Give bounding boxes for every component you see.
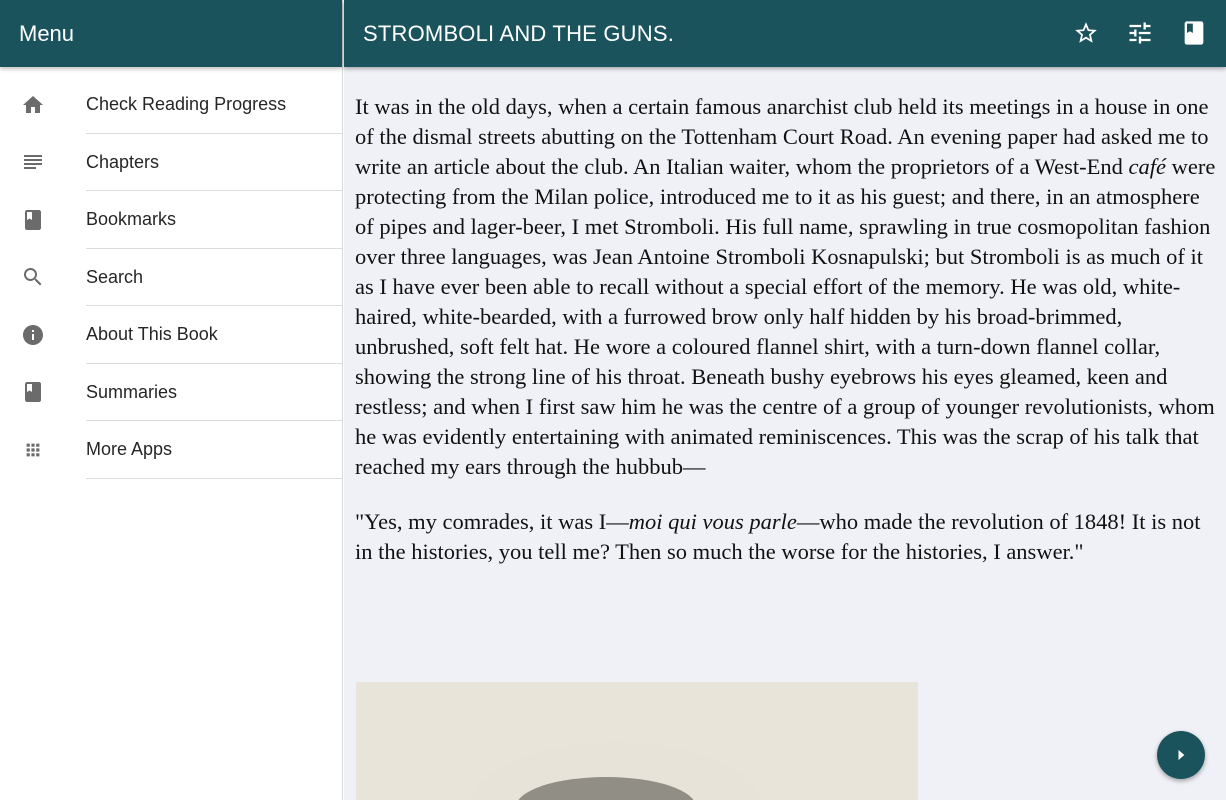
- bookmark-button[interactable]: [1179, 18, 1209, 48]
- text-run: "Yes, my comrades, it was I—: [355, 509, 629, 534]
- paragraph: [355, 507, 1217, 567]
- paragraph: [355, 92, 1217, 482]
- search-icon: [21, 265, 45, 289]
- navigation-drawer: [0, 0, 343, 800]
- menu-item-label: More Apps: [86, 439, 173, 460]
- app-bar: [344, 0, 1226, 67]
- menu-item-about-this-book[interactable]: [0, 306, 342, 364]
- chapter-title: STROMBOLI AND THE GUNS.: [363, 20, 675, 46]
- book-text: [355, 92, 1217, 592]
- emphasis-text: café: [1128, 154, 1166, 179]
- menu-item-label: Bookmarks: [86, 209, 177, 230]
- home-icon: [21, 93, 45, 117]
- menu-item-label: Summaries: [86, 381, 178, 402]
- chevron-right-icon: [1171, 745, 1191, 765]
- menu-item-summaries[interactable]: [0, 364, 342, 422]
- menu-item-chapters[interactable]: [0, 134, 342, 192]
- star-icon: [1073, 20, 1099, 46]
- text-run: It was in the old days, when a certain famous anarchist club held its meetings in a house in one of the dismal streets abutting on the Tottenham Court Road. An evening paper had asked me to write an article about the club. An Italian waiter, whom the proprietors of a West-End: [355, 94, 1209, 179]
- next-page-button[interactable]: [1157, 731, 1205, 779]
- book-icon: [21, 380, 45, 404]
- menu-item-check-reading-progress[interactable]: [0, 76, 342, 134]
- drawer-header: [0, 0, 342, 67]
- illustration-image: [356, 682, 918, 800]
- settings-sliders-icon: [1126, 19, 1154, 47]
- menu-item-bookmarks[interactable]: [0, 191, 342, 249]
- text-run: —who made the revolution of 1848! It is not in the histories, you tell me? Then so much the worse for the histories, I answer.": [355, 509, 1201, 564]
- menu-item-label: Search: [86, 266, 144, 287]
- star-button[interactable]: [1071, 18, 1101, 48]
- reader-pane: [344, 0, 1226, 800]
- bookmark-book-icon: [1180, 19, 1208, 47]
- menu-item-label: Chapters: [86, 151, 160, 172]
- menu-divider: [86, 478, 342, 479]
- menu-item-search[interactable]: [0, 249, 342, 307]
- text-run: were protecting from the Milan police, introduced me to it as his guest; and there, in an atmosphere of pipes and lager-beer, I met Stromboli. His full name, sprawling in true cosmopolitan fashion over three languages, was Jean Antoine Stromboli Kosnapulski; but Stromboli is as much of it as I have ever been able to recall without a special effort of the memory. He was old, white-haired, white-bearded, with a furrowed brow only half hidden by his broad-brimmed, unbrushed, soft felt hat. He wore a coloured flannel shirt, with a turn-down flannel collar, showing the strong line of his throat. Beneath bushy eyebrows his eyes gleamed, keen and restless; and when I first saw him he was the centre of a group of younger revolutionists, whom he was evidently entertaining with animated reminiscences. This was the scrap of his talk that reached my ears through the hubbub—: [355, 154, 1216, 479]
- list-icon: [21, 150, 45, 174]
- menu-item-more-apps[interactable]: [0, 421, 342, 479]
- menu-item-label: About This Book: [86, 324, 218, 345]
- emphasis-text: moi qui vous parle: [628, 509, 797, 534]
- info-icon: [21, 323, 45, 347]
- apps-grid-icon: [21, 438, 45, 462]
- display-settings-button[interactable]: [1125, 18, 1155, 48]
- drawer-title: Menu: [19, 20, 75, 46]
- menu-item-label: Check Reading Progress: [86, 94, 287, 115]
- drawer-menu: [0, 76, 342, 479]
- book-icon: [21, 208, 45, 232]
